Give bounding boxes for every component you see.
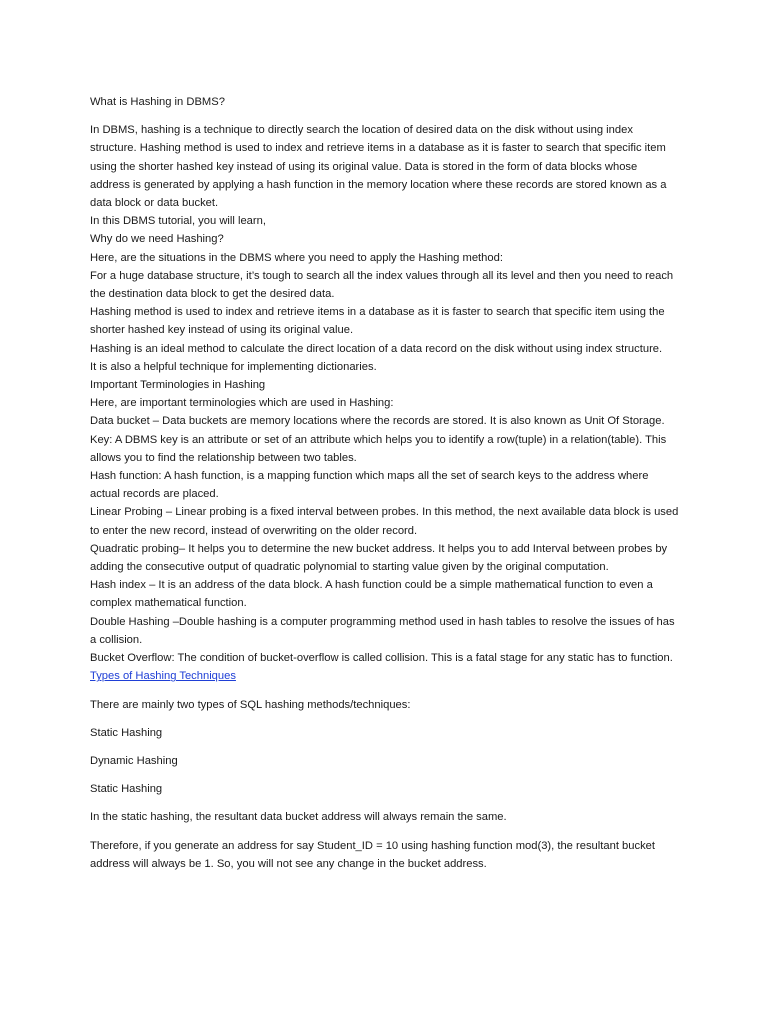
term-key: Key: A DBMS key is an attribute or set of an attribute which helps you to identify a row(tuple) in a relation(table). This allows you to find the relationship between two tables. <box>90 433 667 464</box>
term-quadratic-probing: Quadratic probing– It helps you to determine the new bucket address. It helps you to add Interval between probes by adding the consecutive output of quadratic polynomial to starting value given by the original computation. <box>90 542 668 574</box>
type-static: Static Hashing <box>90 726 163 739</box>
term-data-bucket: Data bucket – Data buckets are memory locations where the records are stored. It is also known as Unit Of Storage. <box>90 415 665 428</box>
section-heading: Important Terminologies in Hashing <box>90 379 266 392</box>
text-line: Hashing method is used to index and retrieve items in a database as it is faster to search that specific item using the shorter hashed key instead of using its original value. <box>90 306 665 337</box>
intro-paragraph: In DBMS, hashing is a technique to directly search the location of desired data on the disk without using index structure. Hashing method is used to index and retrieve items in a database as it is faster to search that specific item using the shorter hashed key instead of using its original value. Data is stored in the form of data blocks whose address is generated by applying a hash function in the memory location where these records are stored known as a data block or data bucket. <box>90 124 667 210</box>
text-line: Hashing is an ideal method to calculate the direct location of a data record on the disk without using index structure. <box>90 342 663 355</box>
text-line: For a huge database structure, it’s tough to search all the index values through all its level and then you need to reach the destination data block to get the desired data. <box>90 269 674 301</box>
static-example: Therefore, if you generate an address for say Student_ID = 10 using hashing function mod(3), the resultant bucket address will always be 1. So, you will not see any change in the bucket address. <box>90 839 655 870</box>
document-page <box>90 93 680 873</box>
term-bucket-overflow: Bucket Overflow: The condition of bucket-overflow is called collision. This is a fatal stage for any static has to function. <box>90 652 673 665</box>
static-description: In the static hashing, the resultant data bucket address will always remain the same. <box>90 811 507 824</box>
term-linear-probing: Linear Probing – Linear probing is a fixed interval between probes. In this method, the next available data block is used to enter the new record, instead of overwriting on the older record. <box>90 506 679 537</box>
text-line: Why do we need Hashing? <box>90 233 224 246</box>
document-title: What is Hashing in DBMS? <box>90 96 225 108</box>
type-dynamic: Dynamic Hashing <box>90 754 178 767</box>
text-line: Here, are the situations in the DBMS where you need to apply the Hashing method: <box>90 251 503 264</box>
types-of-hashing-link[interactable]: Types of Hashing Techniques <box>90 670 236 683</box>
text-line: Here, are important terminologies which are used in Hashing: <box>90 397 394 410</box>
term-hash-function: Hash function: A hash function, is a mapping function which maps all the set of search keys to the address where actual records are placed. <box>90 470 649 501</box>
text-line: It is also a helpful technique for implementing dictionaries. <box>90 360 377 373</box>
text-line: In this DBMS tutorial, you will learn, <box>90 215 266 228</box>
term-hash-index: Hash index – It is an address of the data block. A hash function could be a simple mathematical function to even a complex mathematical function. <box>90 579 653 610</box>
types-intro: There are mainly two types of SQL hashing methods/techniques: <box>90 698 411 711</box>
term-double-hashing: Double Hashing –Double hashing is a computer programming method used in hash tables to resolve the issues of has a collision. <box>90 615 675 646</box>
static-heading: Static Hashing <box>90 783 163 796</box>
